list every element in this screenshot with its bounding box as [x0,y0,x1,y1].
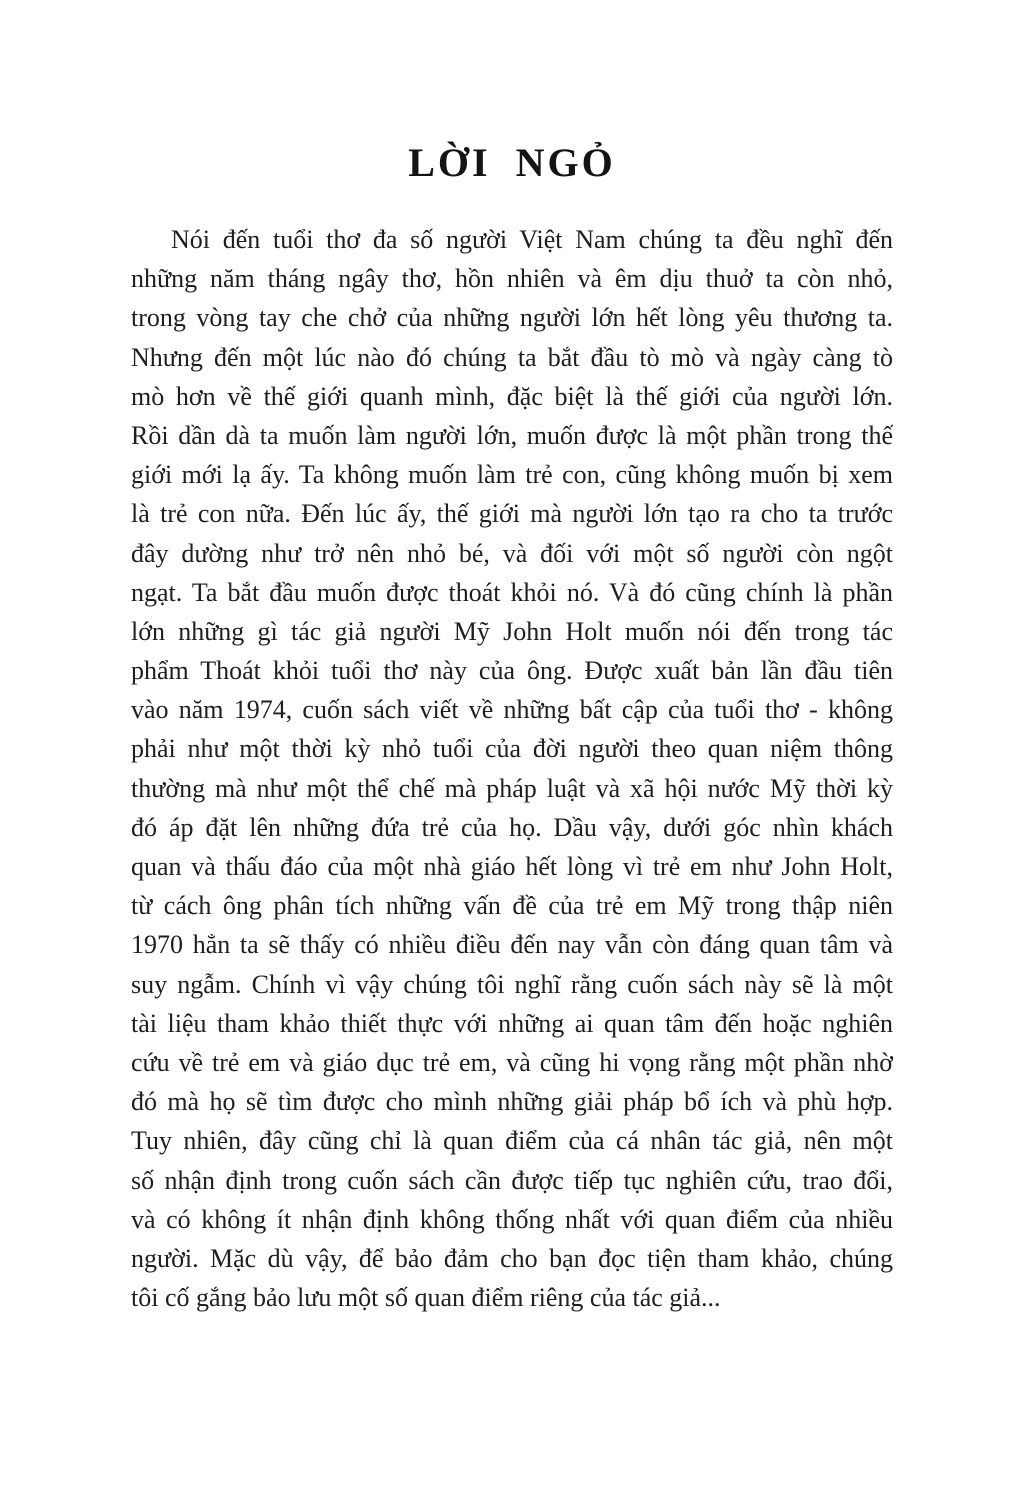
paragraph-line: đây dường như trở nên nhỏ bé, và đối với một số người còn ngột [131,538,893,568]
paragraph-line: phải như một thời kỳ nhỏ tuổi của đời người theo quan niệm thông [131,734,893,764]
paragraph-line: những năm tháng ngây thơ, hồn nhiên và êm dịu thuở ta còn nhỏ, [131,264,893,294]
paragraph-line: suy ngẫm. Chính vì vậy chúng tôi nghĩ rằng cuốn sách này sẽ là một [131,969,893,999]
paragraph-line: quan và thấu đáo của một nhà giáo hết lòng vì trẻ em như John Holt, [131,852,893,881]
paragraph-line: đó mà họ sẽ tìm được cho mình những giải pháp bổ ích và phù hợp. [131,1087,893,1117]
paragraph-line: 1970 hẳn ta sẽ thấy có nhiều điều đến nay vẫn còn đáng quan tâm và [131,930,893,960]
paragraph-line: Nhưng đến một lúc nào đó chúng ta bắt đầu tò mò và ngày càng tò [131,342,893,372]
paragraph-line: số nhận định trong cuốn sách cần được tiếp tục nghiên cứu, trao đổi, [131,1165,893,1195]
paragraph-line: tôi cố gắng bảo lưu một số quan điểm riêng của tác giả... [131,1283,721,1313]
paragraph-line: Tuy nhiên, đây cũng chỉ là quan điểm của cá nhân tác giả, nên một [131,1126,893,1156]
paragraph-line: đó áp đặt lên những đứa trẻ của họ. Dầu vậy, dưới góc nhìn khách [131,812,893,842]
paragraph-line: vào năm 1974, cuốn sách viết về những bất cập của tuổi thơ - không [131,695,893,725]
paragraph-line: mò hơn về thế giới quanh mình, đặc biệt là thế giới của người lớn. [131,381,893,411]
paragraph-line: lớn những gì tác giả người Mỹ John Holt muốn nói đến trong tác [131,616,893,646]
paragraph-line: là trẻ con nữa. Đến lúc ấy, thế giới mà người lớn tạo ra cho ta trước [131,499,893,529]
paragraph-line: ngạt. Ta bắt đầu muốn được thoát khỏi nó. Và đó cũng chính là phần [131,577,893,607]
paragraph-line: tài liệu tham khảo thiết thực với những ai quan tâm đến hoặc nghiên [131,1008,893,1038]
paragraph-line: từ cách ông phân tích những vấn đề của trẻ em Mỹ trong thập niên [131,891,893,921]
paragraph-line: Nói đến tuổi thơ đa số người Việt Nam chúng ta đều nghĩ đến [171,225,893,254]
paragraph-line: người. Mặc dù vậy, để bảo đảm cho bạn đọc tiện tham khảo, chúng [131,1243,893,1273]
paragraph-line: trong vòng tay che chở của những người lớn hết lòng yêu thương ta. [131,303,893,333]
page-title: LỜI NGỎ [408,140,616,185]
paragraph-line: thường mà như một thể chế mà pháp luật và xã hội nước Mỹ thời kỳ [131,773,893,803]
paragraph [131,220,893,1317]
paragraph-line: Rồi dần dà ta muốn làm người lớn, muốn được là một phần trong thế [131,420,893,450]
paragraph-line: phẩm Thoát khỏi tuổi thơ này của ông. Được xuất bản lần đầu tiên [131,656,893,686]
paragraph-line: cứu về trẻ em và giáo dục trẻ em, và cũng hi vọng rằng một phần nhờ [131,1047,893,1077]
paragraph-line: và có không ít nhận định không thống nhất với quan điểm của nhiều [131,1204,893,1234]
paragraph-line: giới mới lạ ấy. Ta không muốn làm trẻ con, cũng không muốn bị xem [131,460,893,490]
